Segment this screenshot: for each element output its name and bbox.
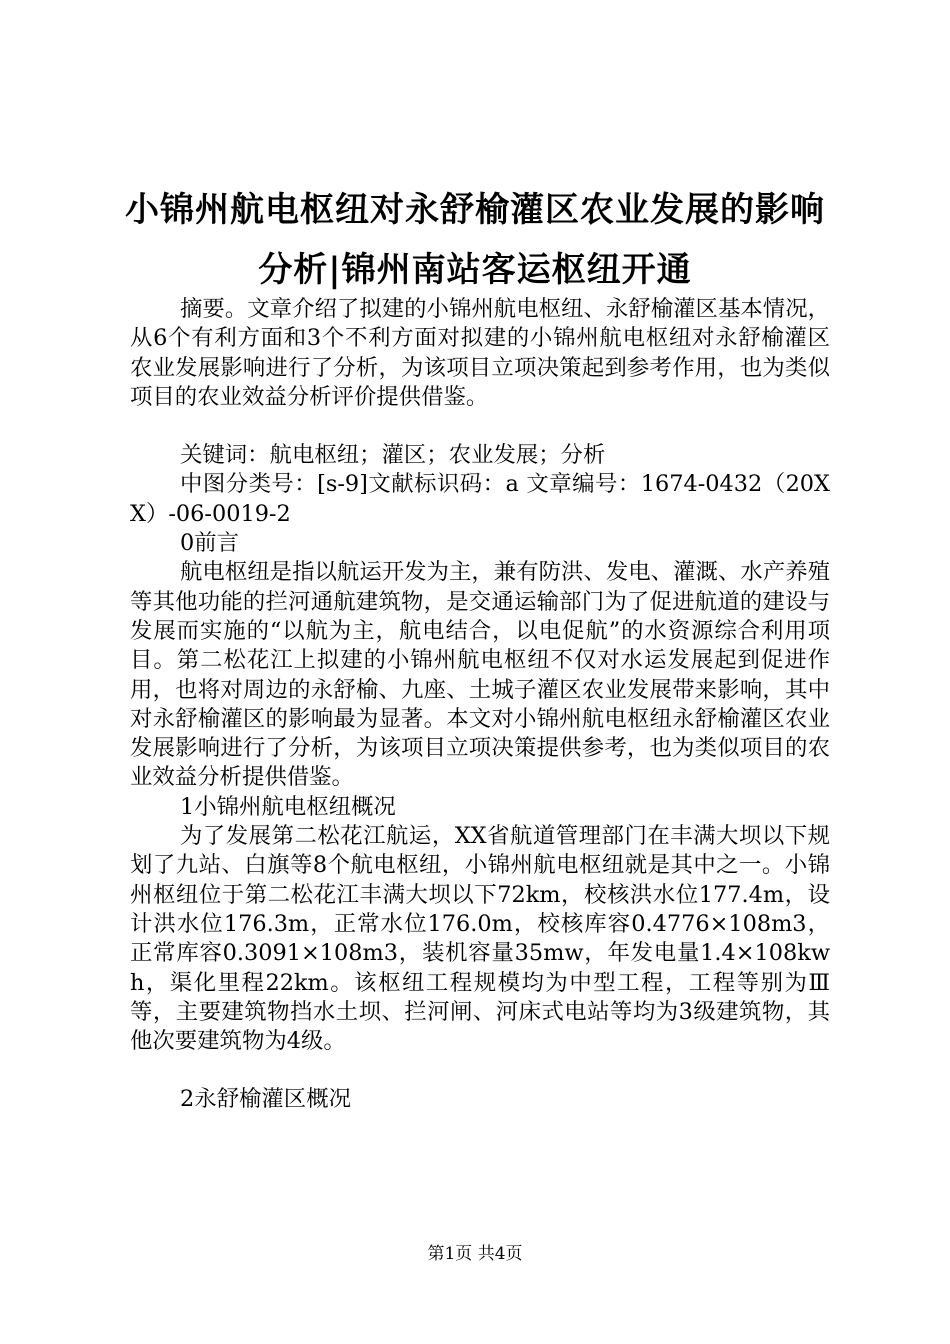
paragraph-gap [130, 1056, 830, 1085]
section-0-paragraph: 航电枢纽是指以航运开发为主，兼有防洪、发电、灌溉、水产养殖等其他功能的拦河通航建筑物，是交通运输部门为了促进航道的建设与发展而实施的“以航为主，航电结合，以电促航”的水资源综合利用项目。第二松花江上拟建的小锦州航电枢纽不仅对水运发展起到促进作用，也将对周边的永舒榆、九座、土城子灌区农业发展带来影响，其中对永舒榆灌区的影响最为显著。本文对小锦州航电枢纽永舒榆灌区农业发展影响进行了分析，为该项目立项决策提供参考，也为类似项目的农业效益分析提供借鉴。 [130, 559, 830, 791]
keywords-line: 关键词：航电枢纽；灌区；农业发展；分析 [180, 442, 606, 469]
classification-line: 中图分类号：[s-9]文献标识码：a 文章编号：1674-0432（20XX）-06-0019-2 [130, 471, 830, 527]
paragraph-gap [130, 412, 830, 441]
document-body [130, 295, 830, 1115]
document-title-line-1: 小锦州航电枢纽对永舒榆灌区农业发展的影响 [125, 190, 825, 230]
section-1-paragraph: 为了发展第二松花江航运，XX省航道管理部门在丰满大坝以下规划了九站、白旗等8个航电枢纽，小锦州航电枢纽就是其中之一。小锦州枢纽位于第二松花江丰满大坝以下72km，校核洪水位177.4m，设计洪水位176.3m，正常水位176.0m，校核库容0.4776×108m3，正常库容0.3091×108m3，装机容量35mw，年发电量1.4×108kwh，渠化里程22km。该枢纽工程规模均为中型工程，工程等别为Ⅲ等，主要建筑物挡水土坝、拦河闸、河床式电站等均为3级建筑物，其他次要建筑物为4级。 [130, 823, 830, 1055]
section-1-heading: 1小锦州航电枢纽概况 [180, 793, 396, 820]
page-footer: 第1页 共4页 [427, 1244, 523, 1264]
section-0-heading: 0前言 [180, 530, 240, 557]
section-2-heading: 2永舒榆灌区概况 [180, 1086, 351, 1113]
abstract-paragraph: 摘要。文章介绍了拟建的小锦州航电枢纽、永舒榆灌区基本情况，从6个有利方面和3个不利方面对拟建的小锦州航电枢纽对永舒榆灌区农业发展影响进行了分析，为该项目立项决策起到参考作用，也为类似项目的农业效益分析评价提供借鉴。 [130, 296, 830, 410]
document-title-line-2: 分析|锦州南站客运枢纽开通 [258, 250, 692, 290]
